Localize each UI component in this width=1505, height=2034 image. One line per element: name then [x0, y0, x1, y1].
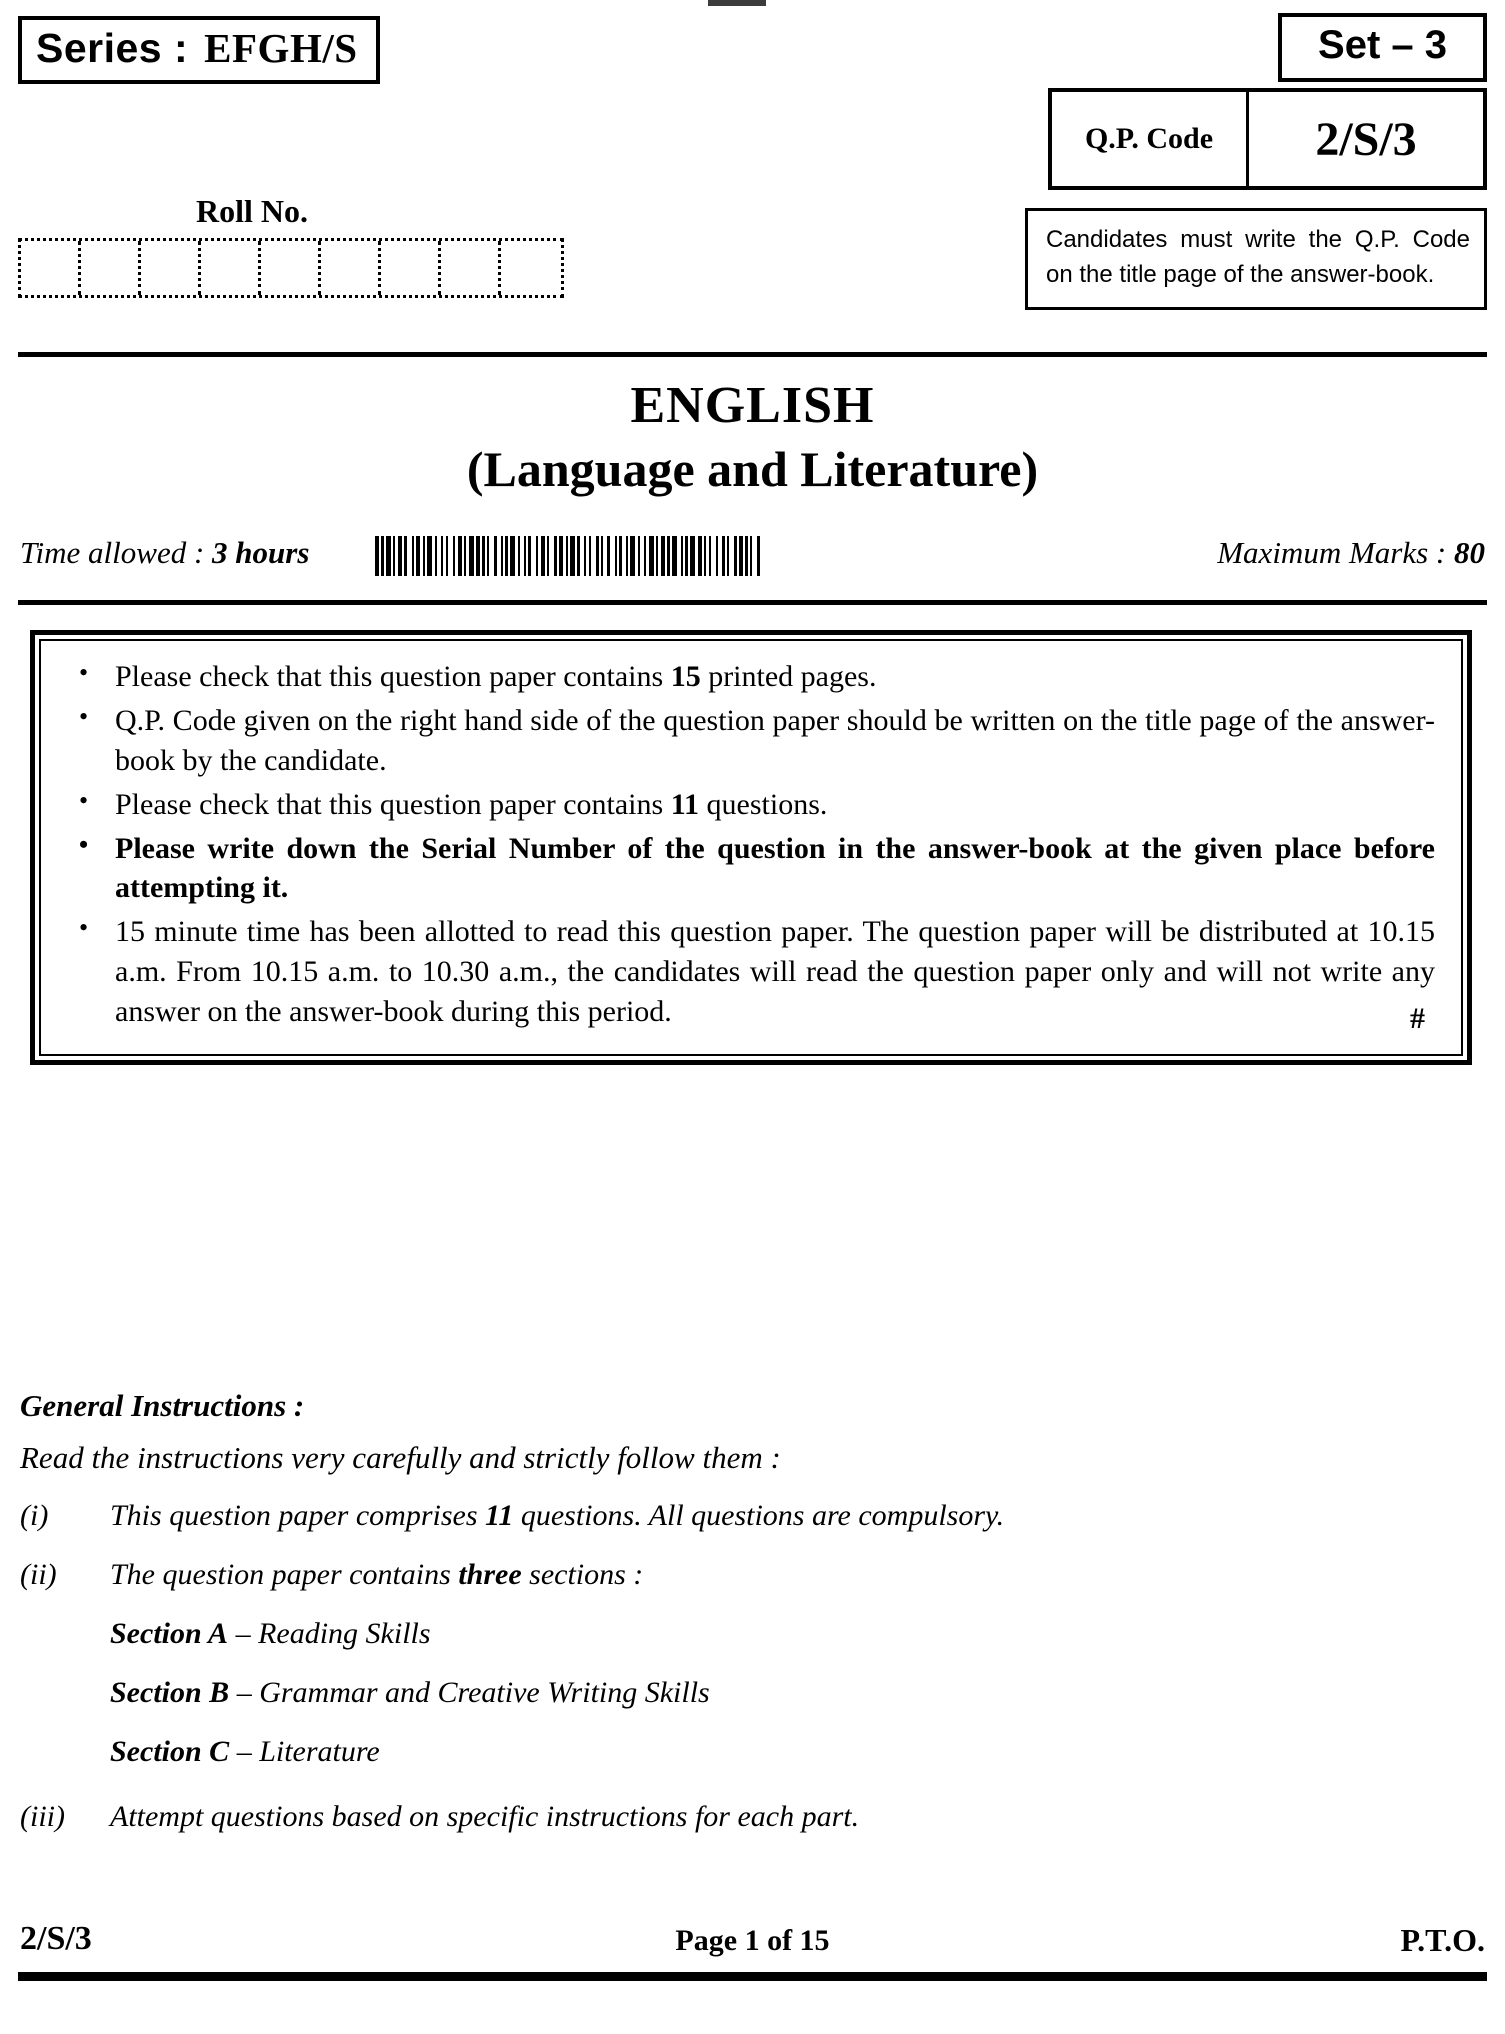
section-name: Section B	[110, 1676, 230, 1709]
barcode-bar	[760, 536, 764, 576]
section-a-line	[110, 1617, 431, 1651]
hash-mark: #	[1410, 1002, 1425, 1036]
instructions-box	[30, 630, 1472, 1065]
general-instruction-run: sections :	[521, 1558, 644, 1591]
instructions-box-inner	[39, 639, 1463, 1056]
roll-number-grid[interactable]	[18, 238, 564, 298]
section-c-line	[110, 1735, 380, 1769]
candidate-note: Candidates must write the Q.P. Code on the title page of the answer-book.	[1025, 208, 1487, 310]
general-instruction-text	[110, 1499, 1475, 1533]
roll-number-cell[interactable]	[141, 241, 201, 295]
time-allowed-value: 3 hours	[212, 535, 310, 570]
section-b-line	[110, 1676, 710, 1710]
set-box: Set – 3	[1278, 13, 1487, 82]
qp-code-label: Q.P. Code	[1050, 90, 1248, 188]
instruction-text: Please check that this question paper contains	[115, 787, 671, 821]
page-title: ENGLISH	[630, 377, 875, 434]
maximum-marks-prefix: Maximum Marks :	[1217, 535, 1454, 570]
instruction-text: printed pages.	[700, 660, 877, 693]
footer-pto: P.T.O.	[1400, 1922, 1485, 1958]
general-instruction-run: 11	[485, 1499, 514, 1532]
general-instruction-run: This question paper comprises	[110, 1499, 485, 1532]
instruction-item	[67, 657, 1435, 697]
general-instruction-number: (ii)	[20, 1558, 57, 1591]
instruction-item	[67, 829, 1435, 909]
roll-number-cell[interactable]	[21, 241, 81, 295]
barcode	[375, 536, 800, 576]
footer-qp-code: 2/S/3	[20, 1920, 92, 1957]
footer-page-number: Page 1 of 15	[675, 1924, 830, 1957]
qp-code-table	[1048, 88, 1487, 190]
scan-artifact	[708, 0, 766, 6]
instruction-item	[67, 785, 1435, 825]
instruction-item	[67, 912, 1435, 1032]
general-instruction-item-iii	[20, 1800, 1475, 1834]
general-instruction-run: The question paper contains	[110, 1558, 459, 1591]
table-row	[1050, 90, 1485, 188]
general-instruction-item-ii	[20, 1558, 1475, 1592]
general-instructions-heading: General Instructions :	[20, 1388, 305, 1423]
general-instruction-number: (i)	[20, 1499, 49, 1532]
general-instruction-run: three	[458, 1558, 522, 1591]
maximum-marks-value: 80	[1454, 535, 1485, 570]
time-allowed	[20, 535, 309, 571]
general-instruction-item-i	[20, 1499, 1475, 1533]
instruction-text: 11	[670, 787, 700, 821]
series-value: EFGH/S	[204, 25, 358, 71]
roll-number-cell[interactable]	[201, 241, 261, 295]
general-instruction-text	[110, 1800, 1475, 1834]
general-instruction-text	[110, 1558, 1475, 1592]
roll-number-cell[interactable]	[321, 241, 381, 295]
general-instruction-number: (iii)	[20, 1800, 65, 1833]
instruction-text: Please check that this question paper contains	[115, 660, 671, 693]
section-description: – Literature	[229, 1735, 380, 1768]
roll-number-cell[interactable]	[441, 241, 501, 295]
roll-number-cell[interactable]	[81, 241, 141, 295]
instructions-list	[67, 657, 1435, 1032]
divider-bottom	[18, 1972, 1487, 1981]
instruction-item	[67, 701, 1435, 781]
roll-number-cell[interactable]	[381, 241, 441, 295]
general-instruction-run: Attempt questions based on specific instructions for each part.	[110, 1800, 860, 1833]
instruction-text: 15 minute time has been allotted to read this question paper. The question paper will be distributed at 10.15 a.m. From 10.15 a.m. to 10.30 a.m., the candidates will read the question paper only and will not write any answer on the answer-book during this period.	[115, 915, 1435, 1029]
general-instructions-lead: Read the instructions very carefully and strictly follow them :	[20, 1440, 781, 1475]
section-description: – Reading Skills	[228, 1617, 431, 1650]
roll-number-cell[interactable]	[261, 241, 321, 295]
qp-code-value: 2/S/3	[1248, 90, 1486, 188]
instruction-text: Please write down the Serial Number of the question in the answer-book at the given place before attempting it.	[115, 831, 1435, 905]
instruction-text: 15	[670, 660, 701, 693]
instruction-text: questions.	[699, 787, 828, 821]
series-box	[18, 16, 380, 84]
page-subtitle: (Language and Literature)	[466, 441, 1039, 497]
section-name: Section C	[110, 1735, 230, 1768]
general-instruction-run: questions. All questions are compulsory.	[513, 1499, 1005, 1532]
time-allowed-prefix: Time allowed :	[20, 535, 213, 570]
roll-number-label: Roll No.	[196, 193, 308, 229]
divider-mid	[18, 600, 1487, 605]
series-label: Series :	[36, 25, 189, 71]
maximum-marks	[1217, 535, 1485, 571]
divider-top	[18, 352, 1487, 357]
section-description: – Grammar and Creative Writing Skills	[229, 1676, 710, 1709]
roll-number-cell[interactable]	[501, 241, 561, 295]
instruction-text: Q.P. Code given on the right hand side of the question paper should be written on the title page of the answer-book by the candidate.	[115, 703, 1435, 777]
section-name: Section A	[110, 1617, 229, 1650]
